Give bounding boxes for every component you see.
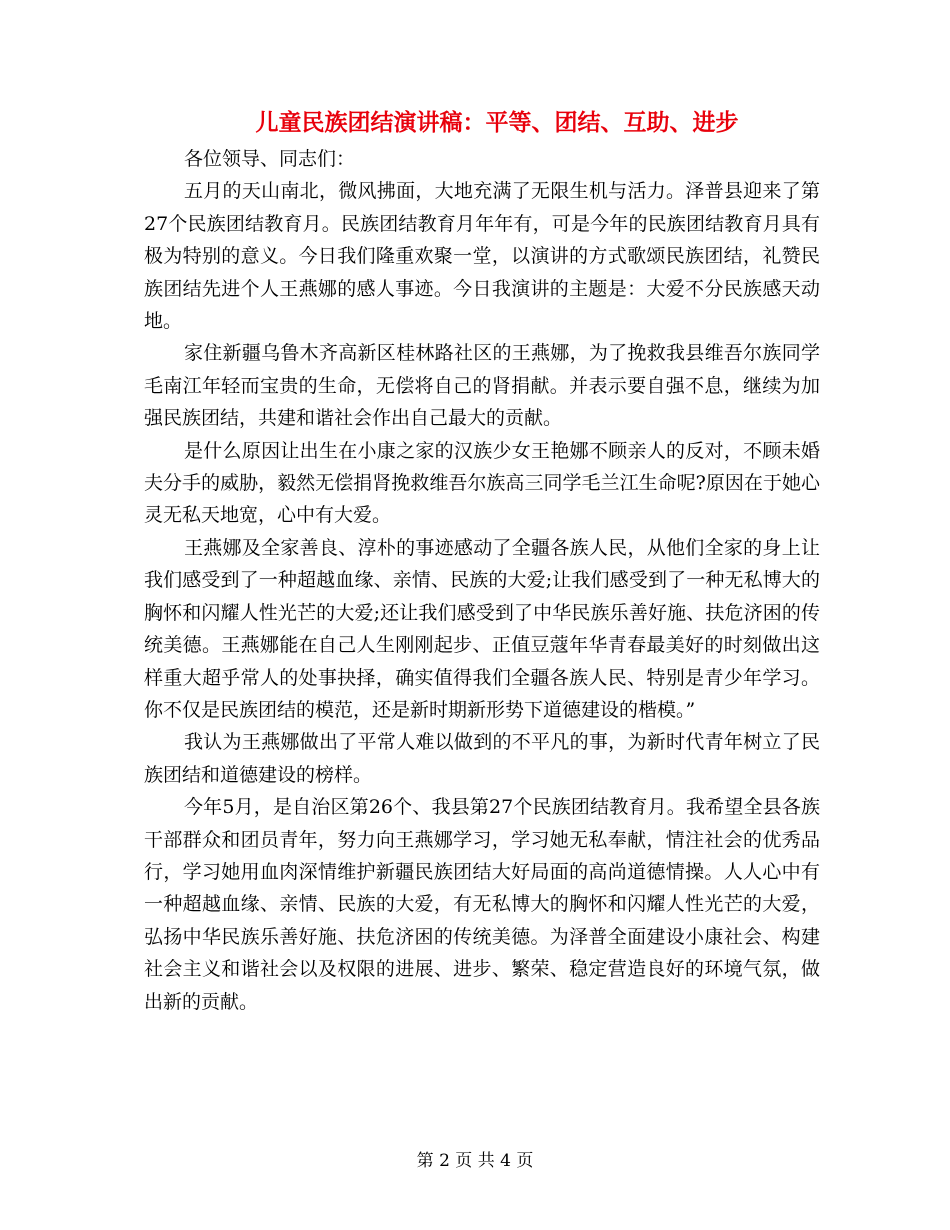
paragraph-3: 是什么原因让出生在小康之家的汉族少女王艳娜不顾亲人的反对，不顾未婚夫分手的威胁，毅然无偿捐肾挽救维吾尔族高三同学毛兰江生命呢?原因在于她心灵无私天地宽，心中有大爱。 xyxy=(144,439,820,527)
page-footer xyxy=(0,1150,950,1172)
paragraph-6: 今年5月，是自治区第26个、我县第27个民族团结教育月。我希望全县各族干部群众和团员青年，努力向王燕娜学习，学习她无私奉献，情注社会的优秀品行，学习她用血肉深情维护新疆民族团结大好局面的高尚道德情操。人人心中有一种超越血缘、亲情、民族的大爱，有无私博大的胸怀和闪耀人性光芒的大爱，弘扬中华民族乐善好施、扶危济困的传统美德。为泽普全面建设小康社会、构建社会主义和谐社会以及权限的进展、进步、繁荣、稳定营造良好的环境气氛，做出新的贡献。 xyxy=(144,796,820,1013)
salutation: 各位领导、同志们： xyxy=(184,148,356,170)
page-number: 第 2 页 共 4 页 xyxy=(416,1151,534,1171)
paragraph-5: 我认为王燕娜做出了平常人难以做到的不平凡的事，为新时代青年树立了民族团结和道德建设的榜样。 xyxy=(144,731,820,786)
paragraph-2: 家住新疆乌鲁木齐高新区桂林路社区的王燕娜，为了挽救我县维吾尔族同学毛南江年轻而宝贵的生命，无偿将自己的肾捐献。并表示要自强不息，继续为加强民族团结，共建和谐社会作出自己最大的贡献。 xyxy=(144,342,820,430)
paragraph-4: 王燕娜及全家善良、淳朴的事迹感动了全疆各族人民，从他们全家的身上让我们感受到了一种超越血缘、亲情、民族的大爱;让我们感受到了一种无私博大的胸怀和闪耀人性光芒的大爱;还让我们感受到了中华民族乐善好施、扶危济困的传统美德。王燕娜能在自己人生刚刚起步、正值豆蔻年华青春最美好的时刻做出这样重大超乎常人的处事抉择，确实值得我们全疆各族人民、特别是青少年学习。你不仅是民族团结的模范，还是新时期新形势下道德建设的楷模。” xyxy=(144,536,820,721)
document-title: 儿童民族团结演讲稿：平等、团结、互助、进步 xyxy=(255,109,739,136)
paragraph-1: 五月的天山南北，微风拂面，大地充满了无限生机与活力。泽普县迎来了第27个民族团结教育月。民族团结教育月年年有，可是今年的民族团结教育月具有极为特别的意义。今日我们隆重欢聚一堂，以演讲的方式歌颂民族团结，礼赞民族团结先进个人王燕娜的感人事迹。今日我演讲的主题是：大爱不分民族感天动地。 xyxy=(144,180,820,333)
document-body xyxy=(144,143,820,1018)
